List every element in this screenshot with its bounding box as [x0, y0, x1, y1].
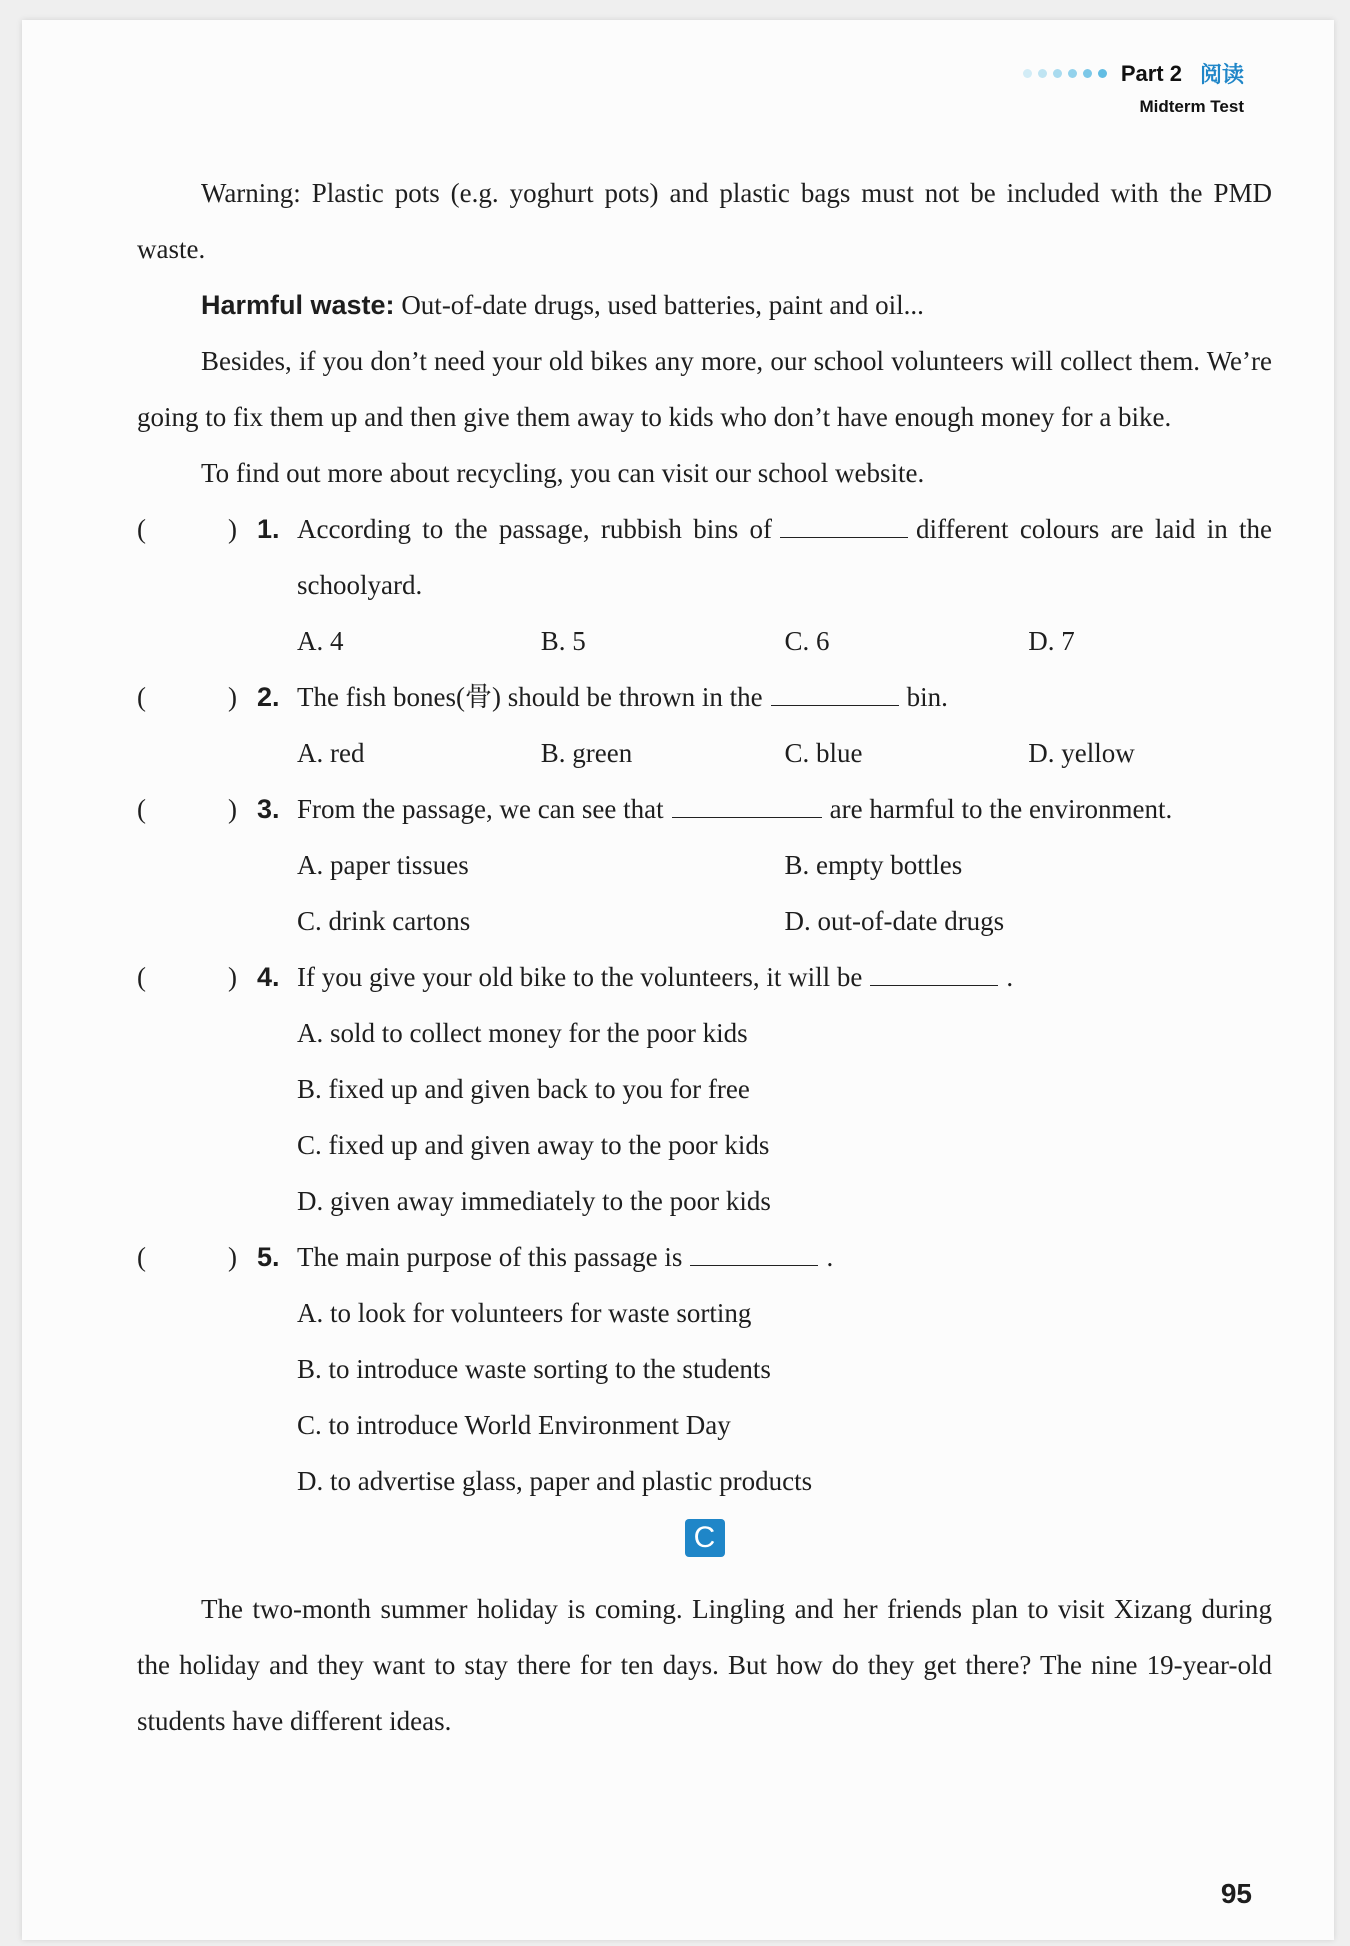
question-number: 4.: [257, 962, 280, 992]
answer-bracket[interactable]: ( ): [137, 794, 237, 824]
option-b[interactable]: B. empty bottles: [784, 850, 963, 880]
question-number: 5.: [257, 1242, 280, 1272]
option-c[interactable]: C. to introduce World Environment Day: [297, 1410, 731, 1440]
question-stem: The fish bones(骨) should be thrown in the bin.: [297, 669, 1272, 725]
option-c[interactable]: C. drink cartons: [297, 906, 471, 936]
section-c-badge: C: [685, 1519, 725, 1557]
question-stem: From the passage, we can see that are harmful to the environment.: [297, 781, 1272, 837]
question-5: [137, 1229, 1272, 1285]
find-out-paragraph: To find out more about recycling, you can visit our school website.: [201, 458, 925, 488]
page: [22, 20, 1334, 1940]
part-chinese-label: 阅读: [1199, 63, 1244, 88]
option-c[interactable]: C. fixed up and given away to the poor kids: [297, 1130, 770, 1160]
option-a[interactable]: A. 4: [297, 626, 344, 656]
page-header: [1023, 58, 1244, 117]
page-content: [137, 165, 1272, 1749]
harmful-waste-label: Harmful waste:: [201, 290, 395, 320]
option-d[interactable]: D. to advertise glass, paper and plastic products: [297, 1466, 813, 1496]
header-subtitle: Midterm Test: [1139, 97, 1244, 116]
option-a[interactable]: A. paper tissues: [297, 850, 469, 880]
option-a[interactable]: A. red: [297, 738, 365, 768]
question-3: [137, 781, 1272, 837]
section-c-paragraph: The two-month summer holiday is coming. Lingling and her friends plan to visit Xizang during the holiday and they want to stay there for ten days. But how do they get there? The nine 19-year-old students have different ideas.: [137, 1594, 1272, 1736]
question-number: 2.: [257, 682, 280, 712]
option-d[interactable]: D. given away immediately to the poor kids: [297, 1186, 771, 1216]
answer-bracket[interactable]: ( ): [137, 962, 237, 992]
answer-blank: [672, 787, 822, 818]
question-stem: The main purpose of this passage is .: [297, 1229, 1272, 1285]
harmful-waste-text: Out-of-date drugs, used batteries, paint and oil...: [394, 290, 924, 320]
answer-bracket[interactable]: ( ): [137, 514, 237, 544]
option-b[interactable]: B. green: [540, 738, 633, 768]
answer-blank: [690, 1235, 818, 1266]
answer-blank: [771, 675, 899, 706]
question-2: [137, 669, 1272, 725]
question-number: 1.: [257, 514, 280, 544]
question-stem: If you give your old bike to the volunteers, it will be .: [297, 949, 1272, 1005]
option-b[interactable]: B. to introduce waste sorting to the students: [297, 1354, 771, 1384]
option-c[interactable]: C. 6: [784, 626, 830, 656]
section-c-header: [137, 1519, 1272, 1557]
question-2-options: [137, 725, 1272, 781]
page-number: 95: [1220, 1878, 1252, 1909]
option-a[interactable]: A. sold to collect money for the poor kids: [297, 1018, 748, 1048]
question-3-options-row2: [137, 893, 1272, 949]
question-3-options-row1: [137, 837, 1272, 893]
option-b[interactable]: B. 5: [540, 626, 586, 656]
question-1: [137, 501, 1272, 613]
harmful-waste-paragraph: [137, 277, 1272, 333]
option-d[interactable]: D. out-of-date drugs: [784, 906, 1005, 936]
option-d[interactable]: D. 7: [1028, 626, 1075, 656]
option-a[interactable]: A. to look for volunteers for waste sorting: [297, 1298, 752, 1328]
question-number: 3.: [257, 794, 280, 824]
option-b[interactable]: B. fixed up and given back to you for free: [297, 1074, 750, 1104]
besides-paragraph: Besides, if you don’t need your old bikes any more, our school volunteers will collect them. We’re going to fix them up and then give them away to kids who don’t have enough money for a bike.: [137, 346, 1272, 432]
question-1-options: [137, 613, 1272, 669]
answer-blank: [780, 507, 908, 538]
option-c[interactable]: C. blue: [784, 738, 863, 768]
answer-bracket[interactable]: ( ): [137, 682, 237, 712]
answer-blank: [870, 955, 998, 986]
warning-paragraph: Warning: Plastic pots (e.g. yoghurt pots) and plastic bags must not be included with the PMD waste.: [137, 178, 1272, 264]
question-stem: According to the passage, rubbish bins of different colours are laid in the schoolyard.: [297, 501, 1272, 613]
question-4: [137, 949, 1272, 1005]
part-label: Part 2: [1120, 60, 1182, 86]
option-d[interactable]: D. yellow: [1028, 738, 1135, 768]
decorative-dots: [1023, 69, 1107, 78]
answer-bracket[interactable]: ( ): [137, 1242, 237, 1272]
